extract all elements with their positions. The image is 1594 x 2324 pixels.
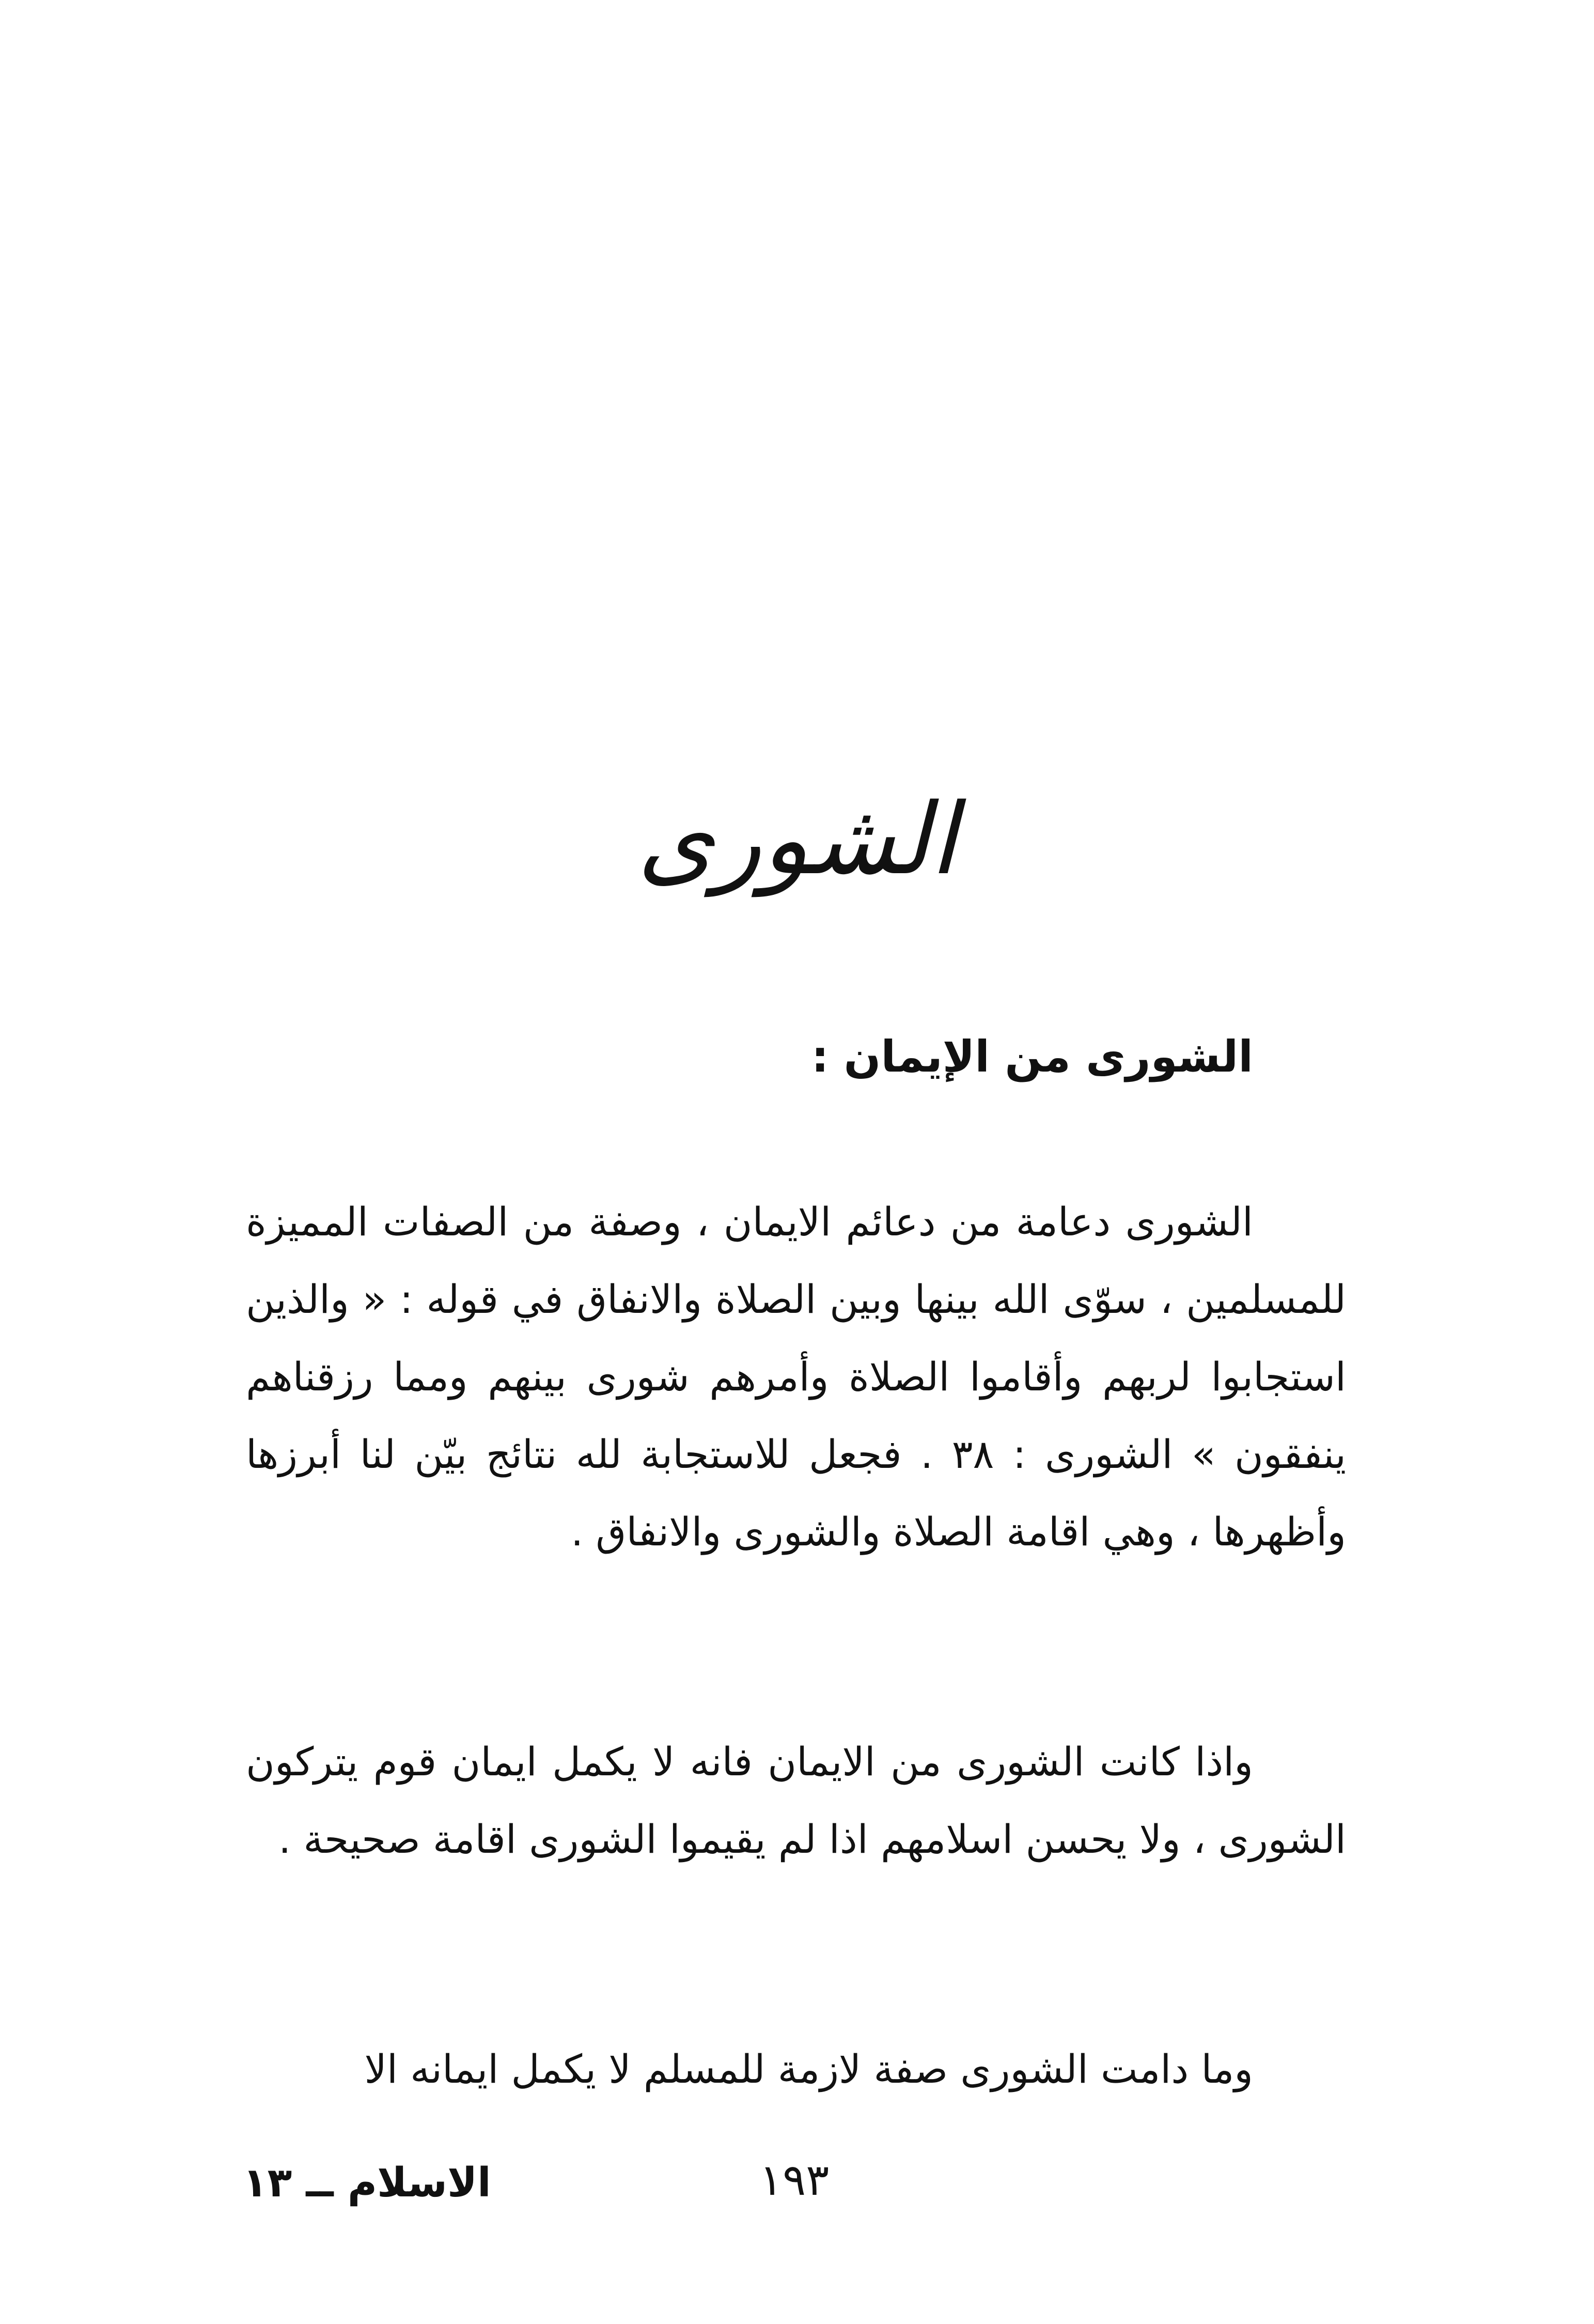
page-number: ١٩٣ xyxy=(759,2155,830,2205)
footer-signature: الاسلام ــ ١٣ xyxy=(243,2160,491,2206)
paragraph: وما دامت الشورى صفة لازمة للمسلم لا يكمل ايمانه الا xyxy=(364,2046,1253,2092)
section-heading: الشورى من الإيمان : xyxy=(811,1031,1253,1082)
chapter-title: الشورى xyxy=(637,782,957,896)
paragraph: واذا كانت الشورى من الايمان فانه لا يكمل ايمان قوم يتركون الشورى ، ولا يحسن اسلامهم اذا لم يقيموا الشورى اقامة صحيحة . xyxy=(246,1739,1346,1862)
paragraph: الشورى دعامة من دعائم الايمان ، وصفة من الصفات المميزة للمسلمين ، سوّى الله بينها وبين الصلاة والانفاق في قوله : « والذين استجابوا لربهم وأقاموا الصلاة وأمرهم شورى بينهم ومما رزقناهم ينفقون » الشورى : ٣٨ . فجعل للاستجابة لله نتائج بيّن لنا أبرزها وأظهرها ، وهي اقامة الصلاة والشورى والانفاق . xyxy=(246,1199,1346,1555)
